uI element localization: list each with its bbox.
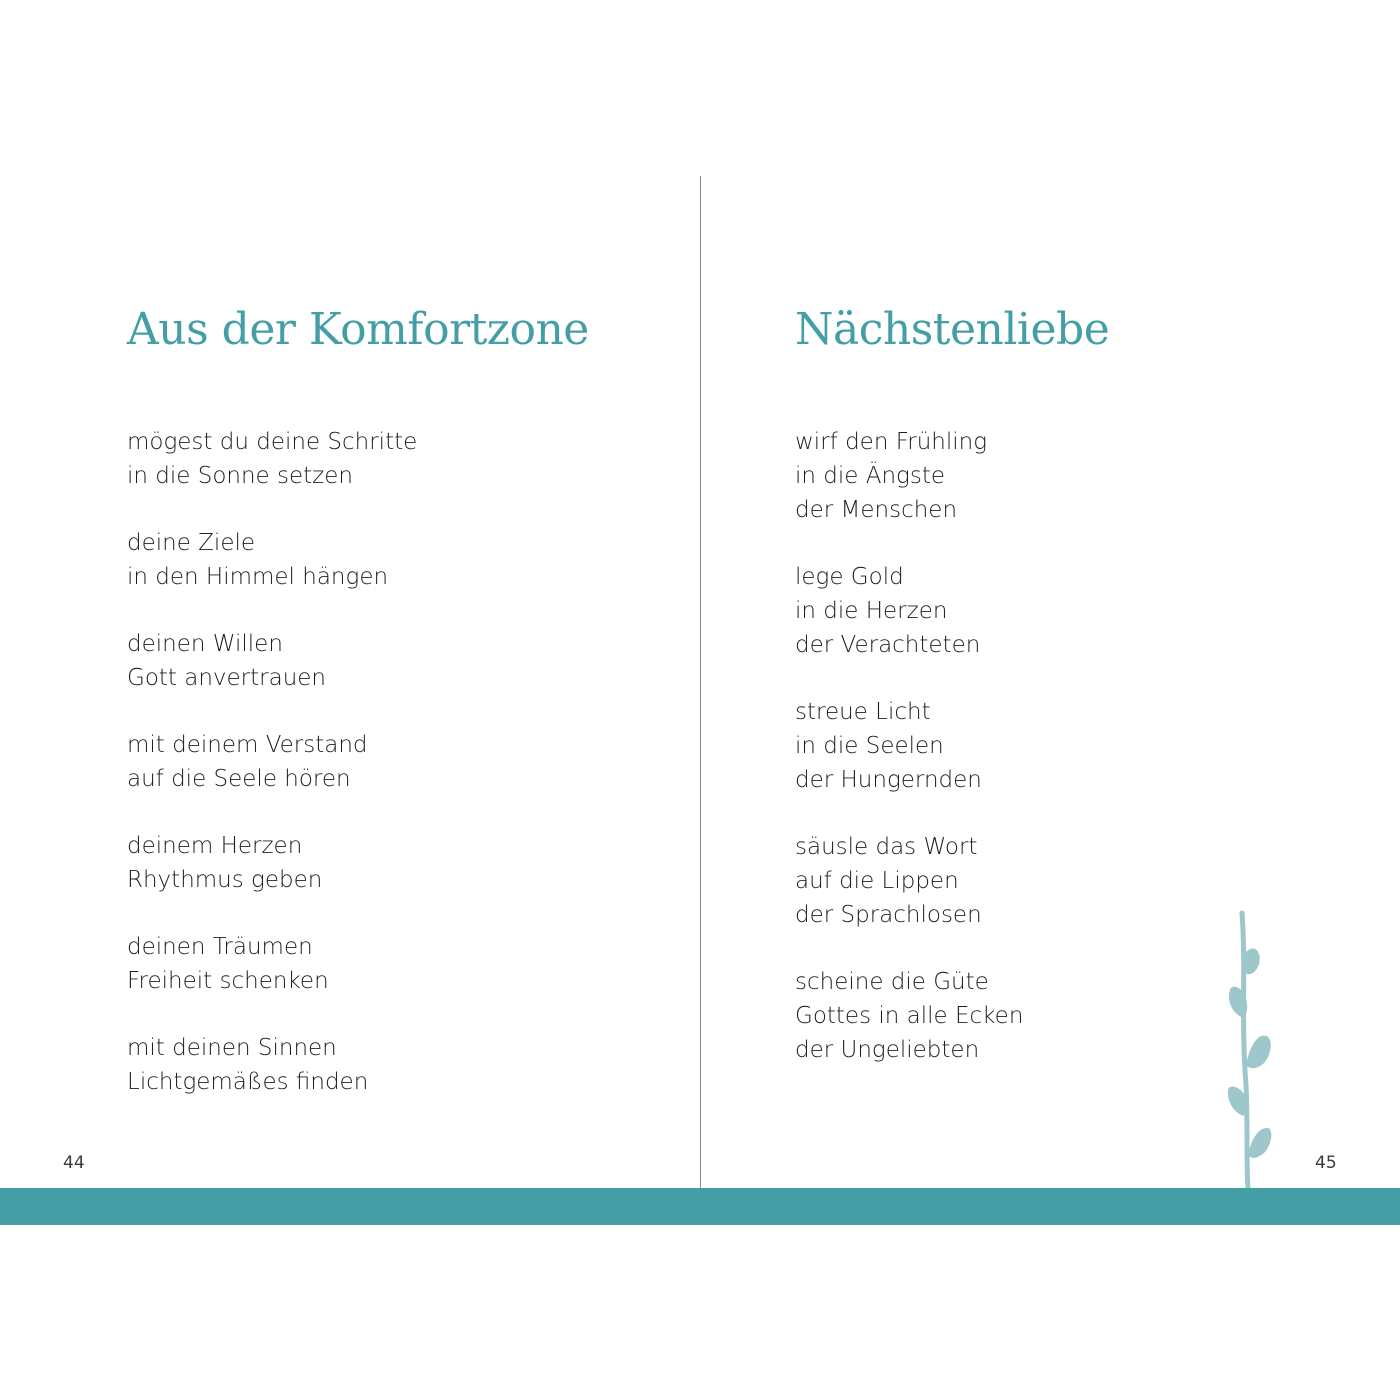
stanza <box>127 425 647 493</box>
stanza <box>127 1031 647 1099</box>
stanza <box>127 930 647 998</box>
poem-line: streue Licht <box>795 699 931 725</box>
poem-line: der Ungeliebten <box>795 1037 980 1063</box>
poem-line: säusle das Wort <box>795 834 978 860</box>
poem-line: deinem Herzen <box>127 833 303 859</box>
poem-line: lege Gold <box>795 564 904 590</box>
stanza <box>127 829 647 897</box>
poem-line: scheine die Güte <box>795 969 989 995</box>
poem-line: in den Himmel hängen <box>127 564 389 590</box>
poem-line: Gottes in alle Ecken <box>795 1003 1024 1029</box>
poem-line: Rhythmus geben <box>127 867 323 893</box>
left-poem-title: Aus der Komfortzone <box>127 304 589 355</box>
poem-line: Lichtgemäßes finden <box>127 1069 369 1095</box>
poem-line: auf die Lippen <box>795 868 959 894</box>
poem-line: der Hungernden <box>795 767 982 793</box>
poem-line: mit deinem Verstand <box>127 732 368 758</box>
poem-line: der Menschen <box>795 497 958 523</box>
poem-line: wirf den Frühling <box>795 429 988 455</box>
footer-color-band <box>0 1188 1400 1225</box>
bellflower-stem-icon <box>1215 905 1285 1190</box>
poem-line: in die Seelen <box>795 733 944 759</box>
stanza <box>795 425 1315 527</box>
left-poem-body <box>127 425 647 1132</box>
poem-line: mit deinen Sinnen <box>127 1035 337 1061</box>
poem-line: Freiheit schenken <box>127 968 329 994</box>
stanza <box>795 560 1315 662</box>
right-page-number: 45 <box>1315 1153 1337 1173</box>
poem-line: deine Ziele <box>127 530 256 556</box>
poem-line: auf die Seele hören <box>127 766 351 792</box>
poem-line: in die Herzen <box>795 598 948 624</box>
poem-line: in die Ängste <box>795 463 945 489</box>
poem-line: der Sprachlosen <box>795 902 982 928</box>
stanza <box>795 695 1315 797</box>
poem-line: deinen Träumen <box>127 934 313 960</box>
poem-line: Gott anvertrauen <box>127 665 327 691</box>
poem-line: der Verachteten <box>795 632 981 658</box>
page-gutter-divider <box>700 176 701 1188</box>
poem-line: mögest du deine Schritte <box>127 429 418 455</box>
poem-line: deinen Willen <box>127 631 283 657</box>
right-poem-title: Nächstenliebe <box>795 304 1110 355</box>
stanza <box>127 526 647 594</box>
left-page-number: 44 <box>63 1153 85 1173</box>
stanza <box>127 627 647 695</box>
poem-line: in die Sonne setzen <box>127 463 353 489</box>
stanza <box>127 728 647 796</box>
